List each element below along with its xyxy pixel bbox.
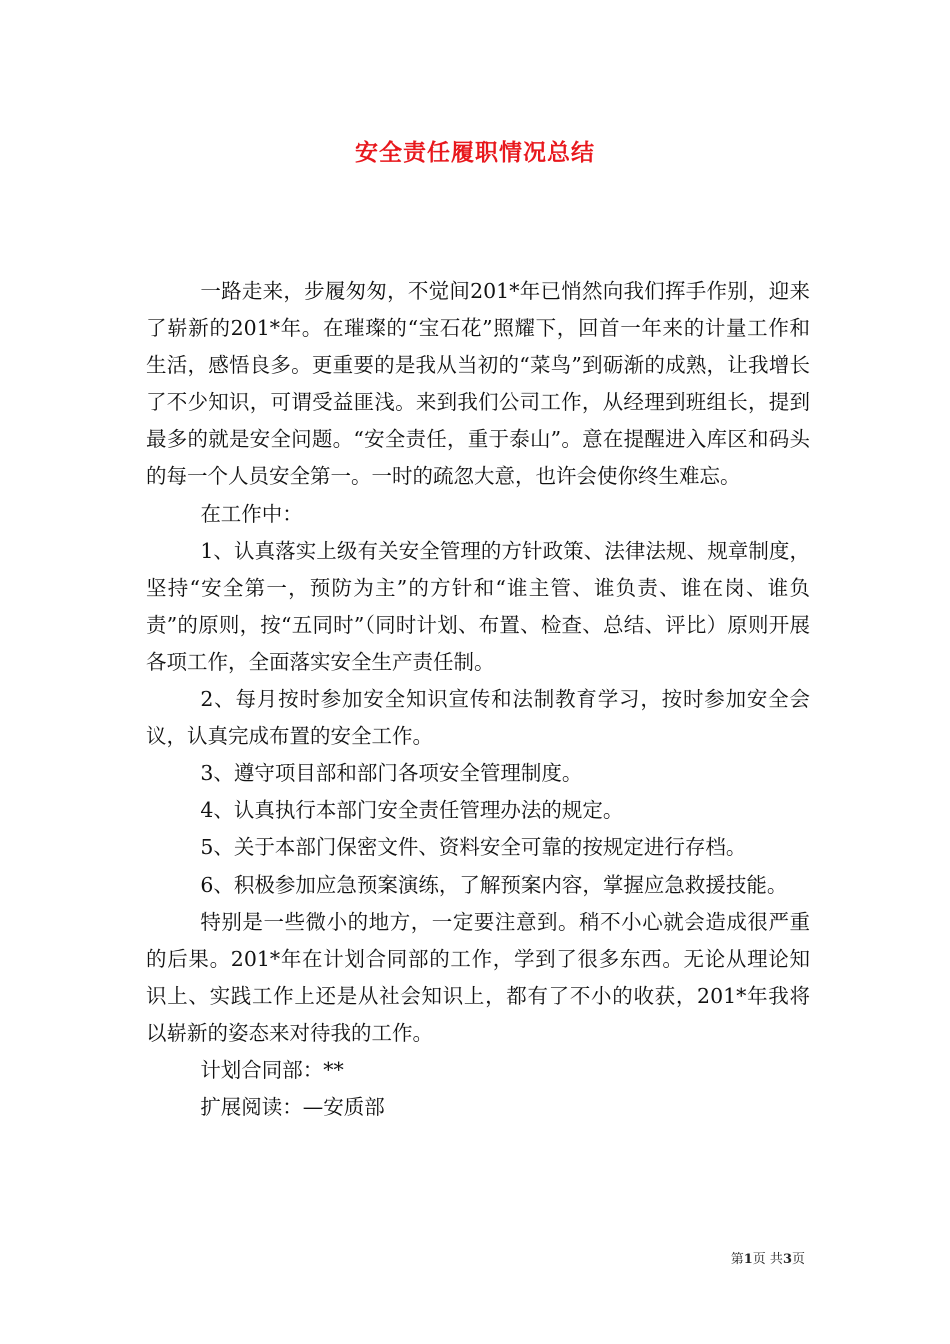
list-item-1: 1、认真落实上级有关安全管理的方针政策、法律法规、规章制度，坚持“安全第一，预防为主”的方针和“谁主管、谁负责、谁在岗、谁负责”的原则，按“五同时”（同时计划、布置、检查、总结、评比）原则开展各项工作，全面落实安全生产责任制。 [146, 538, 810, 674]
page-number-footer [731, 1248, 805, 1267]
list-item-2: 2、每月按时参加安全知识宣传和法制教育学习，按时参加安全会议，认真完成布置的安全工作。 [146, 687, 810, 749]
footer-prefix: 第 [730, 1252, 744, 1267]
document-title: 安全责任履职情况总结 [355, 139, 595, 166]
total-page-count: 3 [782, 1252, 792, 1267]
signature-line: 计划合同部：** [200, 1057, 344, 1082]
summary-paragraph: 特别是一些微小的地方，一定要注意到。稍不小心就会造成很严重的后果。201*年在计划合同部的工作，学到了很多东西。无论从理论知识上、实践工作上还是从社会知识上，都有了不小的收获，201*年我将以崭新的姿态来对待我的工作。 [146, 909, 810, 1045]
work-heading-paragraph: 在工作中： [200, 501, 303, 526]
current-page-number: 1 [743, 1252, 753, 1267]
document-body [146, 273, 810, 1126]
footer-suffix: 页 [791, 1252, 805, 1267]
list-item-3: 3、遵守项目部和部门各项安全管理制度。 [200, 761, 583, 786]
intro-paragraph: 一路走来，步履匆匆，不觉间201*年已悄然向我们挥手作别，迎来了崭新的201*年。在璀璨的“宝石花”照耀下，回首一年来的计量工作和生活，感悟良多。更重要的是我从当初的“菜鸟”到砺渐的成熟，让我增长了不少知识，可谓受益匪浅。来到我们公司工作，从经理到班组长，提到最多的就是安全问题。“安全责任，重于泰山”。意在提醒进入库区和码头的每一个人员安全第一。一时的疏忽大意，也许会使你终生难忘。 [146, 279, 810, 489]
extended-reading-line: 扩展阅读：—安质部 [200, 1095, 385, 1120]
list-item-5: 5、关于本部门保密文件、资料安全可靠的按规定进行存档。 [200, 835, 747, 860]
footer-middle: 页 共 [752, 1252, 783, 1267]
list-item-4: 4、认真执行本部门安全责任管理办法的规定。 [200, 798, 624, 823]
list-item-6: 6、积极参加应急预案演练，了解预案内容，掌握应急救援技能。 [200, 872, 788, 897]
